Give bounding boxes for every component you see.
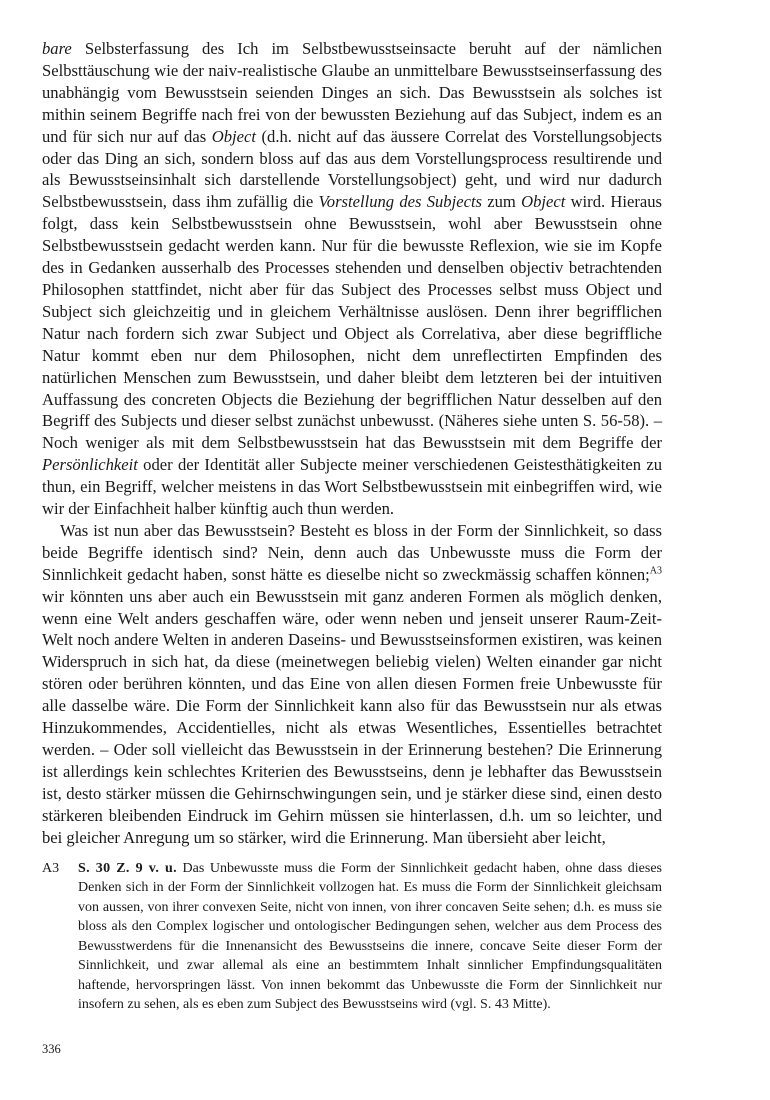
- footnote-marker: A3: [649, 565, 662, 577]
- text-run: Selbsterfassung des Ich im Selbstbewusstseinsacte beruht auf der nämlichen Selbsttäuschung wie der naiv-realistische Glaube an unmittelbare Bewusstseinserfassung des unabhängig vom Bewusstsein seienden Dinges an sich. Das Bewusstsein als solches ist mithin seinem Begriffe nach frei von der bewussten Beziehung auf das Subject, indem es an und für sich nur auf das: [42, 39, 662, 146]
- page-number: 336: [42, 1042, 61, 1056]
- text-run: bare: [42, 39, 72, 58]
- text-run: Object: [521, 192, 566, 212]
- footnote-text: [78, 859, 662, 1015]
- text-run: zum: [482, 192, 522, 212]
- text-run: S. 30 Z. 9 v. u.: [78, 860, 177, 876]
- page-content: [42, 38, 662, 1015]
- text-run: wir könnten uns aber auch ein Bewusstsein mit ganz anderen Formen als möglich denken, wenn eine Welt anders geschaffen wäre, oder wenn neben und jenseit unserer Raum-Zeit-Welt noch andere Welten in anderen Daseins- und Bewusstseinsformen existiren, was keinen Widerspruch in sich hat, da diese (meinetwegen beliebig vielen) Welten einander gar nicht stören oder berühren könnten, und das Eine von allen diesen Formen freie Unbewusste für alle dasselbe wäre. Die Form der Sinnlichkeit kann also für das Bewusstsein nur als etwas Hinzukommendes, Accidentielles, nicht als etwas Wesentliches, Essentielles betrachtet werden. – Oder soll vielleicht das Bewusstsein in der Erinnerung bestehen? Die Erinnerung ist allerdings kein schlechtes Kriterien des Bewusstseins, denn je lebhafter das Bewusstsein ist, desto stärker müssen die Gehirnschwingungen sein, und je stärker diese sind, einen desto stärkeren bleibenden Eindruck im Gehirn müssen sie hinterlassen, d.h. um so leichter, und bei gleicher Anregung um so stärker, wird die Erinnerung. Man übersieht aber leicht,: [42, 586, 662, 847]
- text-run: oder der Identität aller Subjecte meiner verschiedenen Geistesthätigkeiten zu thun, ein Begriff, welcher meistens in das Wort Selbstbewusstsein mit einbegriffen wird, wie wir der Einfachheit halber künftig auch thun werden.: [42, 455, 662, 519]
- text-run: wird. Hieraus folgt, dass kein Selbstbewusstsein ohne Bewusstsein, wohl aber Bewusstsein ohne Selbstbewusstsein gedacht werden kann. Nur für die bewusste Reflexion, wie sie im Kopfe des in Gedanken ausserhalb des Processes stehenden und denselben objectiv betrachtenden Philosophen stattfindet, nicht aber für das Subject des Processes selbst muss Object und Subject sich gleichzeitig und in gleichem Verhältnisse auslösen. Denn ihrer begrifflichen Natur nach fordern sich zwar Subject und Object als Correlativa, aber diese begriffliche Natur kommt eben nur dem Philosophen, nicht dem unreflectirten Empfinden des natürlichen Menschen zum Bewusstsein, und daher bleibt dem letzteren bei der intuitiven Auffassung des concreten Objects die Beziehung der begrifflichen Natur desselben auf den Begriff des Subjects und dieser selbst zunächst unbewusst. (Näheres siehe unten S. 56-58). – Noch weniger als mit dem Selbstbewusstsein hat das Bewusstsein mit dem Begriffe der: [42, 192, 662, 453]
- main-text: [42, 38, 662, 849]
- text-run: (d.h. nicht auf das äussere Correlat des Vorstellungsobjects oder das Ding an sich, sondern bloss auf das aus dem Vorstellungsprocess resultirende und als Bewusstseinsinhalt sich darstellende Vorstellungsobject) geht, und wird nur dadurch Selbstbewusstsein, dass ihm zufällig die: [42, 126, 662, 212]
- paragraph-2: [42, 520, 662, 849]
- text-run: Object: [211, 126, 256, 146]
- text-run: Vorstellung des Subjects: [318, 192, 483, 212]
- text-run: Was ist nun aber das Bewusstsein? Besteht es bloss in der Form der Sinnlichkeit, so dass beide Begriffe identisch sind? Nein, denn auch das Unbewusste muss die Form der Sinnlichkeit gedacht haben, sonst hätte es dieselbe nicht so zweckmässig schaffen können;: [42, 520, 662, 584]
- text-run: Das Unbewusste muss die Form der Sinnlichkeit gedacht haben, ohne dass dieses Denken sich in der Form der Sinnlichkeit vollzogen hat. Es muss die Form der Sinnlichkeit gleichsam von aussen, von ihrer convexen Seite, nicht von innen, von ihrer concaven Seite sehen; d.h. es muss sie bloss als den Complex logischer und ontologischer Bedingungen sehen, welcher aus dem Process des Bewusstwerdens für die Innenansicht des Bewusstseins die innere, concave Seite dieser Form der Sinnlichkeit, und zwar allemal als eine an bestimmtem Inhalt sinnlicher Empfindungsqualitäten haftende, hervorspringen lässt. Von innen bekommt das Unbewusste die Form der Sinnlichkeit nur insofern zu sehen, als es eben zum Subject des Bewusstseins wird (vgl. S. 43 Mitte).: [78, 860, 662, 1013]
- footnote-label: A3: [42, 860, 60, 876]
- footnote-a3: [42, 859, 662, 1015]
- paragraph-1: [42, 38, 662, 520]
- text-run: Persönlichkeit: [42, 455, 138, 475]
